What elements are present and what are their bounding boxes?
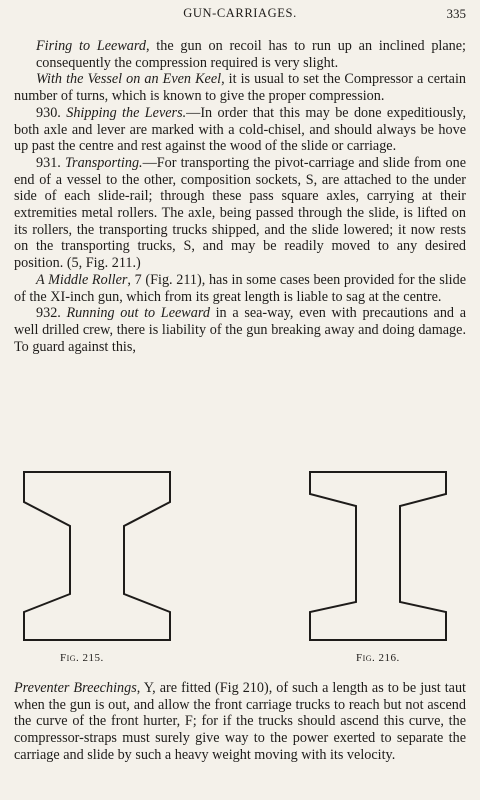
figure-215 (22, 462, 172, 664)
figures-row (0, 462, 480, 672)
paragraph-text: , Y, are fitted (Fig 210), of such a length as to be just taut when the gun is out, and allow the front carriage trucks to reach but not ascend the curve of the front hurter, F; for if the trucks should ascend this curve, the compressor-straps must surely give way to the power exerted to separate the carriage and slide by such a heavy weight moving with its velocity. (14, 680, 466, 763)
figure-caption: Fig. 215. (60, 652, 104, 664)
paragraph-lead: Transporting. (64, 154, 143, 171)
i-beam-section-drawing (306, 462, 452, 647)
figure-caption: Fig. 216. (356, 652, 400, 664)
paragraph-lead: With the Vessel on an Even Keel (36, 71, 222, 88)
body-text-bottom (14, 680, 466, 764)
paragraph-932 (14, 305, 466, 355)
page-number: 335 (446, 6, 466, 21)
section-number: 931. (36, 154, 61, 171)
section-number: 930. (36, 104, 61, 121)
i-beam-section-drawing (22, 462, 172, 647)
figure-216 (306, 462, 452, 664)
paragraph-text: , the gun on recoil has to run up an inclined plane; consequently the compression required is very slight. (36, 38, 466, 71)
paragraph-930 (14, 105, 466, 155)
paragraph-text: —In order that this may be done expeditiously, both axle and lever are marked with a cold-chisel, and should always be hove up past the centre and rest against the wood of the slide or carriage. (14, 104, 466, 155)
paragraph-preventer-breechings (14, 680, 466, 764)
paragraph-text: , it is usual to set the Compressor a certain number of turns, which is known to give the proper compression. (14, 71, 466, 105)
paragraph-lead: Preventer Breechings (14, 680, 137, 696)
paragraph-middle-roller (14, 272, 466, 305)
paragraph-lead: Firing to Leeward (36, 38, 146, 54)
running-head: GUN-CARRIAGES. (183, 6, 297, 20)
paragraph-931 (14, 155, 466, 272)
paragraph-lead: A Middle Roller (36, 271, 128, 288)
paragraph-lead: Running out to Leeward (66, 305, 210, 322)
paragraph-lead: Shipping the Levers. (66, 104, 187, 121)
paragraph-firing-leeward (14, 38, 466, 71)
body-text-top (14, 38, 466, 355)
paragraph-text: —For transporting the pivot-carriage and slide from one end of a vessel to the other, composition sockets, S, are attached to the under side of each slide-rail; through these pass square axles, carrying at their extremities metal rollers. The axle, being passed through the slide, is lifted on its rollers, the transporting trucks shipped, and the slide lowered; it now rests on the transporting trucks, S, and may be readily moved to any desired position. (5, Fig. 211.) (14, 154, 467, 272)
paragraph-even-keel (14, 71, 466, 104)
paragraph-text: in a sea-way, even with precautions and a well drilled crew, there is liability of the gun breaking away and doing damage. To guard against this, (14, 305, 467, 355)
paragraph-text: , 7 (Fig. 211), has in some cases been provided for the slide of the XI-inch gun, which from its great length is liable to sag at the centre. (14, 271, 467, 305)
section-number: 932. (36, 305, 61, 322)
page-header (0, 6, 480, 24)
